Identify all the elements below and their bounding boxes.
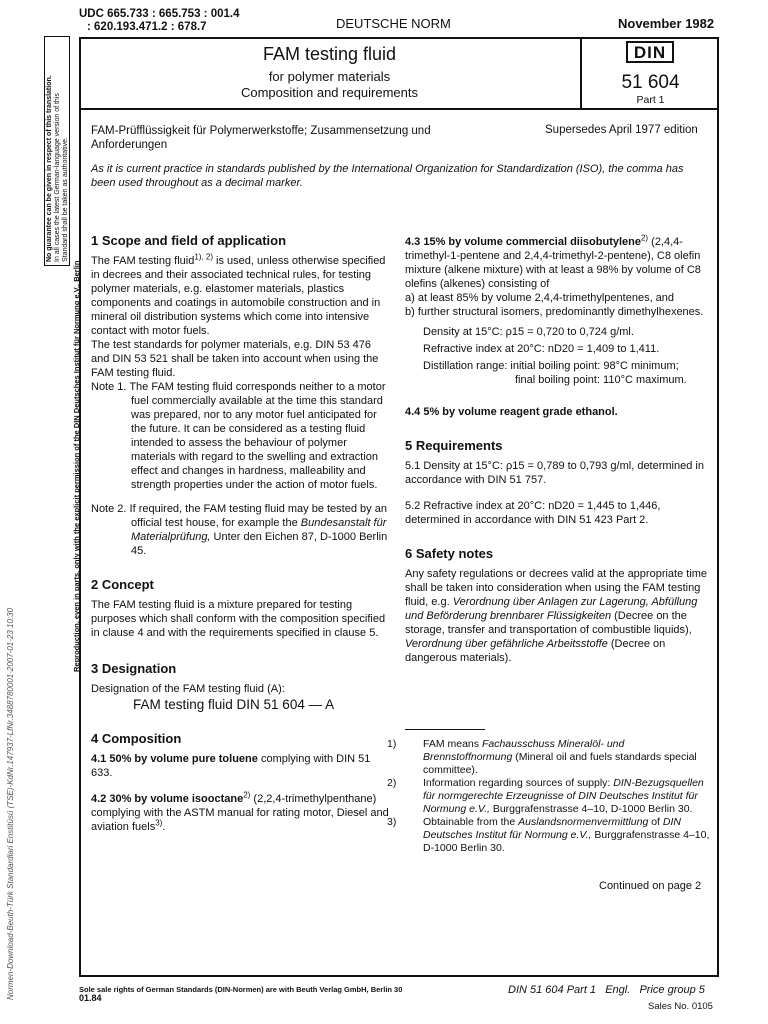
fn3-institute: DIN Deutsches Institut für Normung e.V., (423, 816, 681, 841)
section-4-heading: 4 Composition (91, 731, 182, 746)
s6-decree-1: Verordnung über Anlagen zur Lagerung, Abfüllung und Beförderung brennbarer Flüssigkeiten (405, 596, 698, 622)
clause-4-2-bold: 4.2 30% by volume isooctane (91, 793, 244, 805)
fn3-a: Obtainable from the (423, 816, 519, 828)
clause-4-1-rest: complying with DIN 51 633. (91, 753, 371, 779)
clause-4-1-bold: 4.1 50% by volume pure toluene (91, 753, 258, 765)
clause-5-1: 5.1 Density at 15°C: ρ15 = 0,789 to 0,793 g/ml, determined in accordance with DIN 51 757. (405, 460, 704, 486)
decimal-marker-note: As it is current practice in standards published by the International Organization for Standardization (ISO), the comma has been used throughout as a decimal marker. (91, 163, 684, 189)
footnote-rule (405, 729, 485, 730)
fn3-b: of (648, 816, 663, 828)
reproduction-notice: Reproduction, even in parts, only with the explicit permission of the DIN Deutsches Institut für Normung e.V., Berlin (72, 260, 81, 672)
fn2-a: Information regarding sources of supply: (423, 777, 614, 789)
clause-4-2-ref: 2) (243, 790, 251, 800)
udc-line-2: : 620.193.471.2 : 678.7 (87, 21, 207, 33)
download-stamp: Normen-Download-Beuth-Türk Standardlari Enstitüsü (TSE)-KdNr.147937-LfNr.3488780001-2007-01-23 10:30 (6, 607, 15, 1000)
subtitle-line-1: for polymer materials (268, 69, 391, 84)
sole-rights: Sole sale rights of German Standards (DIN-Normen) are with Beuth Verlag GmbH, Berlin 30 (79, 985, 403, 994)
section-6-paragraph (405, 567, 711, 665)
clause-4-3-a: a) at least 85% by volume 2,4,4-trimethylpentenes, and (405, 292, 675, 304)
fn3-c: Burggrafenstrasse 4–10, D-1000 Berlin 30. (423, 829, 710, 854)
din-part: Part 1 (636, 94, 665, 106)
clause-4-3-rest: (2,4,4-trimethyl-1-pentene and 2,4,4-trimethyl-2-pentene), C8 olefin mixture (alkene mixture) with at least a 98% by volume of C8 olefins (alkenes) consisting of (405, 236, 701, 290)
fn1-number: 1) (387, 738, 397, 750)
clause-4-2: 4.2 30% by volume isooctane$^{2)}$ (2,2,4-trimethylpenthane) complying with the ASTM manual for rating motor, Diesel and aviation fuels$^{3)}$. (91, 790, 389, 833)
footnote-1 (387, 738, 711, 777)
clause-4-3-ref: 2) (640, 233, 649, 243)
s6-middle: (Decree on the storage, transfer and transportation of combustible liquids), (405, 610, 692, 636)
udc-classification (79, 8, 239, 34)
footer-reference: DIN 51 604 Part 1 Engl. Price group 5 (508, 984, 705, 996)
clause-5-2: 5.2 Refractive index at 20°C: nD20 = 1,445 to 1,446, determined in accordance with DIN 51 423 Part 2. (405, 500, 661, 526)
left-column (91, 234, 391, 834)
footer-left (79, 985, 402, 1003)
clause-4-2-ref-2: 3) (155, 818, 163, 828)
section-1-note-1: Note 1. The FAM testing fluid corresponds neither to a motor fuel commercially available at the time this standard was prepared, nor to any motor fuel anticipated for the future. It can be considered as a testing fluid intended to assess the behaviour of polymer materials with regard to the swelling and extraction effect and changes in hardness, malleability and strength properties under the action of motor fuels. (91, 381, 386, 491)
fn2-source: DIN-Bezugsquellen für normgerechte Erzeugnisse of DIN Deutsches Institut für Normung e.V., (423, 777, 704, 815)
s1-p1-rest: is used, unless otherwise specified in decrees and their associated technical rules, for testing polymer materials, e.g. elastomer materials, plastics components and coatings in automobile construction and in mineral oil distribution systems which come into intensive contact with motor fuels. (91, 255, 386, 337)
clause-4-2-rest: (2,2,4-trimethylpenthane) complying with the ASTM manual for rating motor, Diesel and aviation fuels (91, 793, 389, 833)
fn2-number: 2) (387, 777, 397, 789)
document-subtitle (81, 69, 578, 101)
clause-4-3-density: Density at 15°C: ρ15 = 0,720 to 0,724 g/ml. (423, 326, 634, 338)
section-1-paragraph-2: The test standards for polymer materials, e.g. DIN 53 476 and DIN 53 521 shall be taken into account when using the FAM testing fluid. (91, 339, 379, 379)
udc-line-1: UDC 665.733 : 665.753 : 001.4 (79, 8, 240, 20)
section-1-paragraph-1 (91, 254, 391, 338)
warning-line-1: No guarantee can be given in respect of this translation. (46, 75, 53, 262)
note-2-end: Unter den Eichen 87, D-1000 Berlin 45. (131, 531, 388, 557)
section-3-paragraph: Designation of the FAM testing fluid (A): (91, 683, 285, 695)
s6-decree-2: Verordnung über gefährliche Arbeitsstoffe (405, 638, 608, 650)
section-1-heading: 1 Scope and field of application (91, 233, 287, 248)
footnote-3 (387, 816, 711, 855)
fn3-agency: Auslandsnormenvermittlung (518, 816, 649, 828)
translation-warning (46, 75, 70, 262)
section-2-heading: 2 Concept (91, 577, 154, 592)
fn2-b: Burggrafenstrasse 4–10, D-1000 Berlin 30. (489, 803, 693, 815)
clause-4-3-final-bp: final boiling point: 110°C maximum. (515, 374, 687, 386)
note-2-start: Note 2. If required, the FAM testing fluid may be tested by an official test house, for example the (91, 503, 387, 529)
fn1-a: FAM means (423, 738, 482, 750)
section-2-paragraph: The FAM testing fluid is a mixture prepared for testing purposes which shall conform with the composition specified in clause 4 and with the requirements specified in clause 5. (91, 599, 386, 639)
section-1-note-2 (91, 502, 391, 558)
issue-date: November 1982 (618, 16, 715, 31)
s1-p1-footnote-ref: 1), 2) (194, 252, 213, 262)
subtitle-line-2: Composition and requirements (240, 85, 419, 100)
document-title: FAM testing fluid (262, 44, 397, 64)
clause-4-3 (405, 235, 711, 291)
section-6-heading: 6 Safety notes (405, 546, 494, 561)
warning-line-3: Standard shall be taken as authoritative. (62, 137, 69, 262)
sales-number: Sales No. 0105 (648, 1001, 713, 1012)
fn1-committee: Fachausschuss Mineralöl- und Brennstoffnormung (423, 738, 625, 763)
section-3-heading: 3 Designation (91, 661, 177, 676)
warning-line-2: In all cases the latest German-language version of this (54, 93, 61, 262)
footnote-2 (387, 777, 711, 816)
section-5-heading: 5 Requirements (405, 438, 503, 453)
note-2-institute: Bundesanstalt für Materialprüfung, (131, 517, 387, 543)
s6-start: Any safety regulations or decrees valid at the appropriate time shall be taken into consideration when using the FAM testing fluid, e.g. (405, 568, 708, 608)
clause-4-3-b: b) further structural isomers, predominantly dimethylhexenes. (405, 306, 704, 318)
clause-4-3-bold: 4.3 15% by volume commercial diisobutylene (405, 236, 641, 248)
designation-example: FAM testing fluid DIN 51 604 — A (133, 697, 335, 712)
din-number: 51 604 (621, 72, 680, 93)
continued-note: Continued on page 2 (599, 880, 702, 892)
clause-4-1 (91, 752, 391, 780)
fn1-b: (Mineral oil and fuels standards special committee). (423, 751, 697, 776)
din-logo: DIN (626, 41, 674, 63)
clause-4-3-refractive: Refractive index at 20°C: nD20 = 1,409 to 1,411. (423, 343, 660, 355)
clause-4-4: 4.4 5% by volume reagent grade ethanol. (405, 406, 618, 418)
s1-p1-start: The FAM testing fluid (91, 255, 195, 267)
fn3-number: 3) (387, 816, 397, 828)
s6-end: (Decree on dangerous materials). (405, 638, 666, 664)
footer-code: 01.84 (79, 993, 102, 1003)
german-title: FAM-Prüfflüssigkeit für Polymerwerkstoffe; Zusammensetzung und Anforderungen (91, 125, 431, 151)
clause-4-3-distillation: Distillation range: initial boiling point: 98°C minimum; (423, 360, 679, 372)
right-column (405, 235, 711, 665)
supersedes-note: Supersedes April 1977 edition (545, 124, 698, 136)
standard-label: DEUTSCHE NORM (336, 16, 451, 31)
footnotes (387, 738, 711, 855)
